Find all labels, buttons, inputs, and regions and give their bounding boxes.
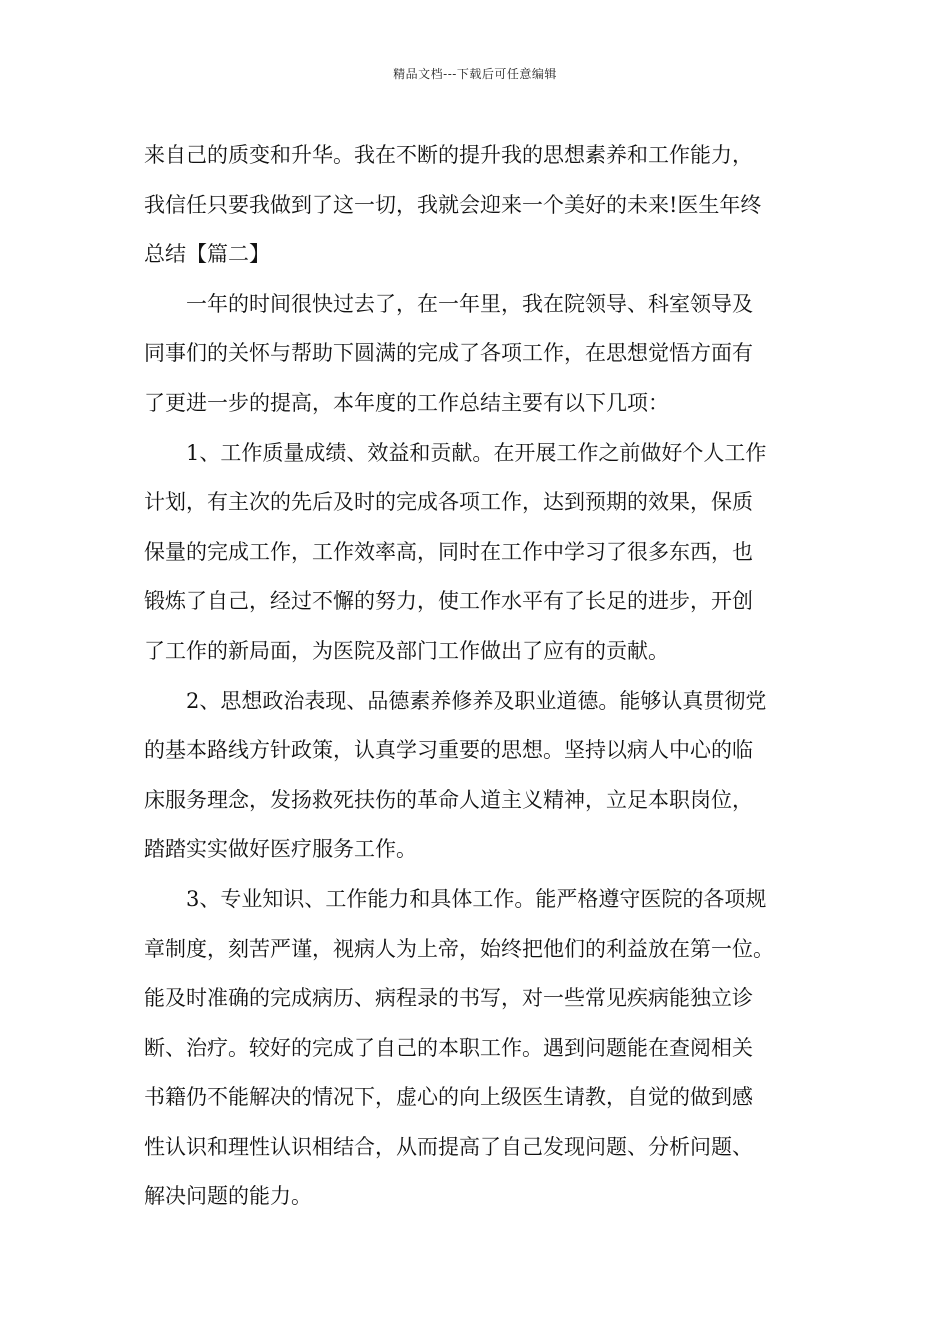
body-text <box>144 131 816 1222</box>
text-line: 计划，有主次的先后及时的完成各项工作，达到预期的效果，保质 <box>144 490 753 515</box>
text-line: 1、工作质量成绩、效益和贡献。在开展工作之前做好个人工作 <box>186 440 767 465</box>
text-line: 断、治疗。较好的完成了自己的本职工作。遇到问题能在查阅相关 <box>144 1035 753 1060</box>
text-line: 2、思想政治表现、品德素养修养及职业道德。能够认真贯彻党 <box>186 688 767 713</box>
text-line: 了工作的新局面，为医院及部门工作做出了应有的贡献。 <box>144 638 669 663</box>
text-line: 书籍仍不能解决的情况下，虚心的向上级医生请教，自觉的做到感 <box>144 1085 753 1110</box>
text-line: 来自己的质变和升华。我在不断的提升我的思想素养和工作能力， <box>144 143 753 167</box>
text-line: 一年的时间很快过去了，在一年里，我在院领导、科室领导及 <box>186 291 753 316</box>
page-header: 精品文档---下载后可任意编辑 <box>393 67 557 81</box>
text-line: 保量的完成工作，工作效率高，同时在工作中学习了很多东西，也 <box>144 539 753 564</box>
text-line: 踏踏实实做好医疗服务工作。 <box>144 837 417 862</box>
text-line: 的基本路线方针政策，认真学习重要的思想。坚持以病人中心的临 <box>144 738 753 763</box>
text-line: 床服务理念，发扬救死扶伤的革命人道主义精神，立足本职岗位， <box>144 787 753 812</box>
text-line: 性认识和理性认识相结合，从而提高了自己发现问题、分析问题、 <box>144 1134 753 1159</box>
text-line: 了更进一步的提高，本年度的工作总结主要有以下几项： <box>144 390 669 415</box>
text-line: 章制度，刻苦严谨，视病人为上帝，始终把他们的利益放在第一位。 <box>144 936 774 961</box>
text-line: 锻炼了自己，经过不懈的努力，使工作水平有了长足的进步，开创 <box>144 589 753 614</box>
text-line: 解决问题的能力。 <box>144 1184 312 1209</box>
text-line: 能及时准确的完成病历、病程录的书写，对一些常见疾病能独立诊 <box>144 986 753 1011</box>
text-line: 总结【篇二】 <box>144 242 270 267</box>
text-line: 我信任只要我做到了这一切，我就会迎来一个美好的未来!医生年终 <box>144 192 762 217</box>
text-line: 同事们的关怀与帮助下圆满的完成了各项工作，在思想觉悟方面有 <box>144 341 753 366</box>
text-line: 3、专业知识、工作能力和具体工作。能严格遵守医院的各项规 <box>186 886 767 911</box>
